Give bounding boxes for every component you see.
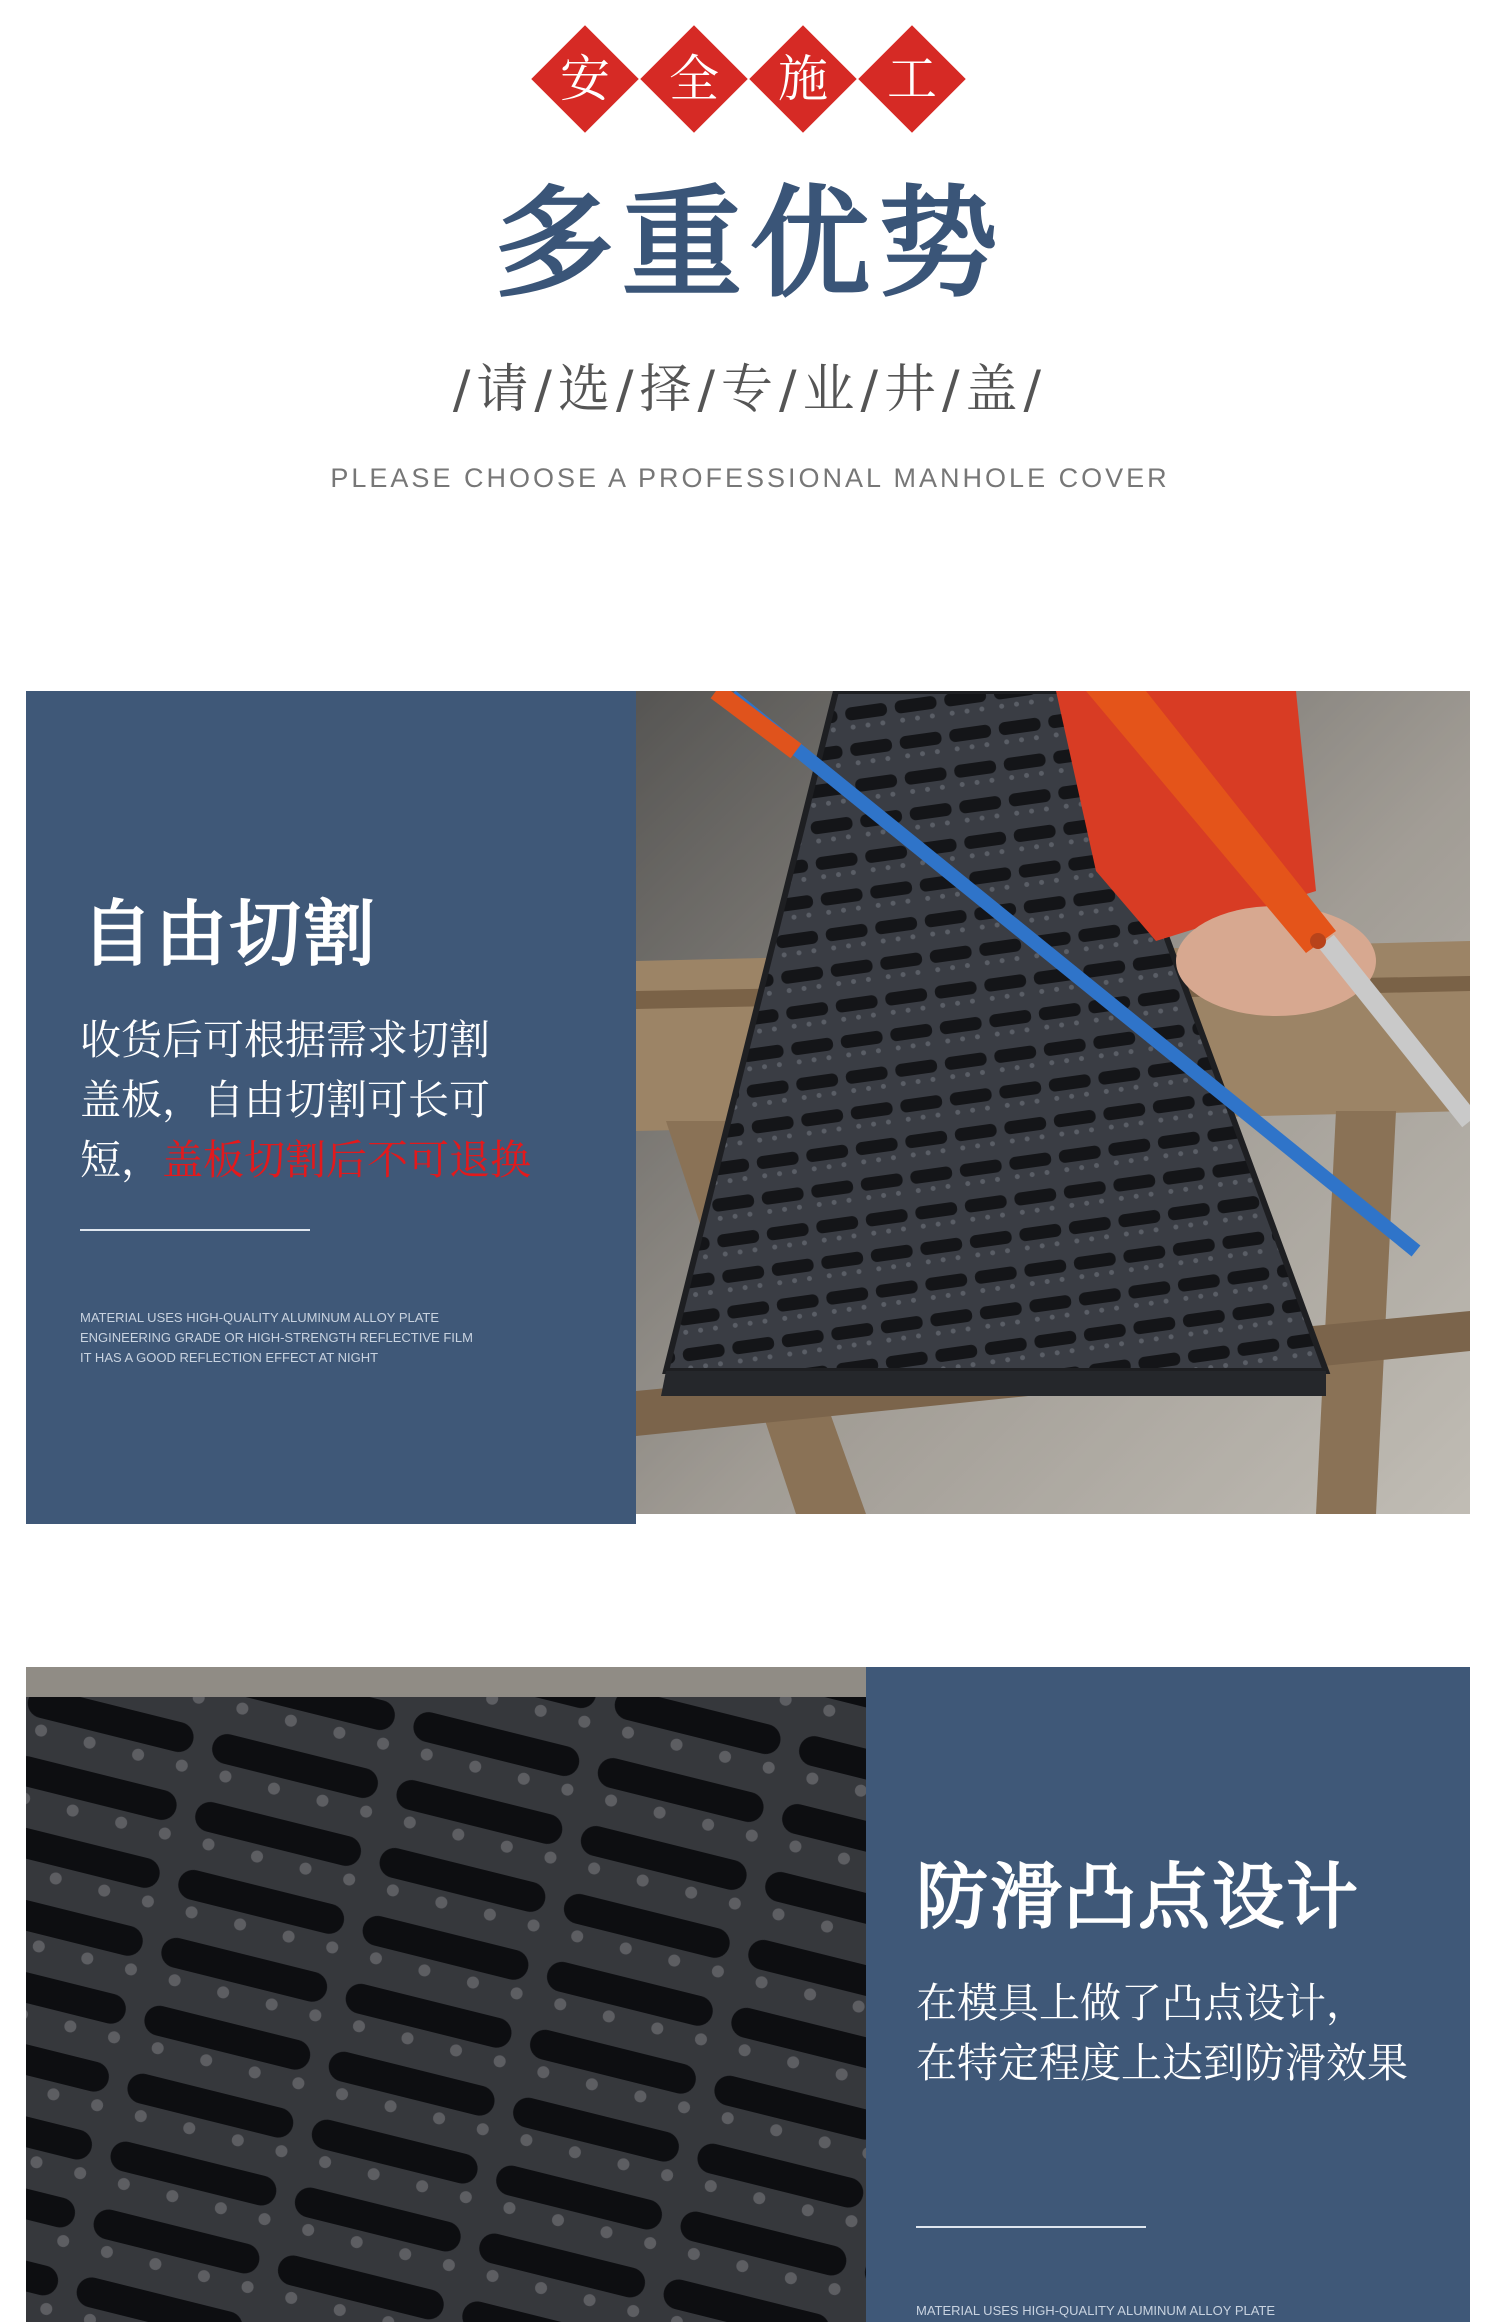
fine-line: IT HAS A GOOD REFLECTION EFFECT AT NIGHT — [80, 1350, 379, 1365]
saw-cutting-grate-image — [636, 691, 1470, 1514]
desc-line: 在特定程度上达到防滑效果 — [916, 2039, 1408, 2087]
fine-print — [80, 1308, 473, 1368]
feature-antislip-title: 防滑凸点设计 — [916, 1855, 1361, 1939]
feature-antislip-desc — [916, 1973, 1456, 2093]
desc-line: 在模具上做了凸点设计， — [916, 1979, 1367, 2027]
page-title: 多重优势 — [494, 175, 1006, 314]
feature-cutting-panel — [26, 691, 636, 1524]
page-subtitle-en: PLEASE CHOOSE A PROFESSIONAL MANHOLE COVER — [330, 463, 1170, 493]
feature-cutting-title: 自由切割 — [81, 892, 378, 976]
warning-text: 盖板切割后不可退换 — [162, 1136, 531, 1184]
badge-an — [532, 26, 638, 132]
badge-char: 工 — [887, 50, 937, 108]
badge-gong — [859, 26, 965, 132]
fine-print — [916, 2301, 1275, 2321]
desc-text: 短， — [80, 1136, 162, 1184]
feature-antislip-panel — [866, 1667, 1470, 2322]
feature-cutting-desc — [80, 1010, 620, 1190]
fine-line: ENGINEERING GRADE OR HIGH-STRENGTH REFLECTIVE FILM — [80, 1330, 473, 1345]
page-subtitle: /请/选/择/专/业/井/盖/ — [452, 360, 1048, 420]
badge-quan — [641, 26, 747, 132]
cutting-photo — [636, 691, 1470, 1514]
fine-line: MATERIAL USES HIGH-QUALITY ALUMINUM ALLOY PLATE — [80, 1310, 440, 1325]
desc-line — [80, 1130, 620, 1190]
badge-shi — [750, 26, 856, 132]
desc-line: 收货后可根据需求切割 — [80, 1016, 490, 1064]
badge-char: 安 — [560, 50, 610, 108]
fine-line: MATERIAL USES HIGH-QUALITY ALUMINUM ALLOY PLATE — [916, 2303, 1276, 2318]
antislip-grate-closeup-image — [26, 1667, 866, 2322]
desc-line: 盖板，自由切割可长可 — [80, 1076, 490, 1124]
divider — [916, 2226, 1146, 2228]
badge-char: 全 — [669, 50, 719, 108]
antislip-photo — [26, 1667, 866, 2322]
badge-char: 施 — [778, 50, 828, 108]
divider — [80, 1229, 310, 1231]
safety-badges — [0, 26, 1500, 136]
